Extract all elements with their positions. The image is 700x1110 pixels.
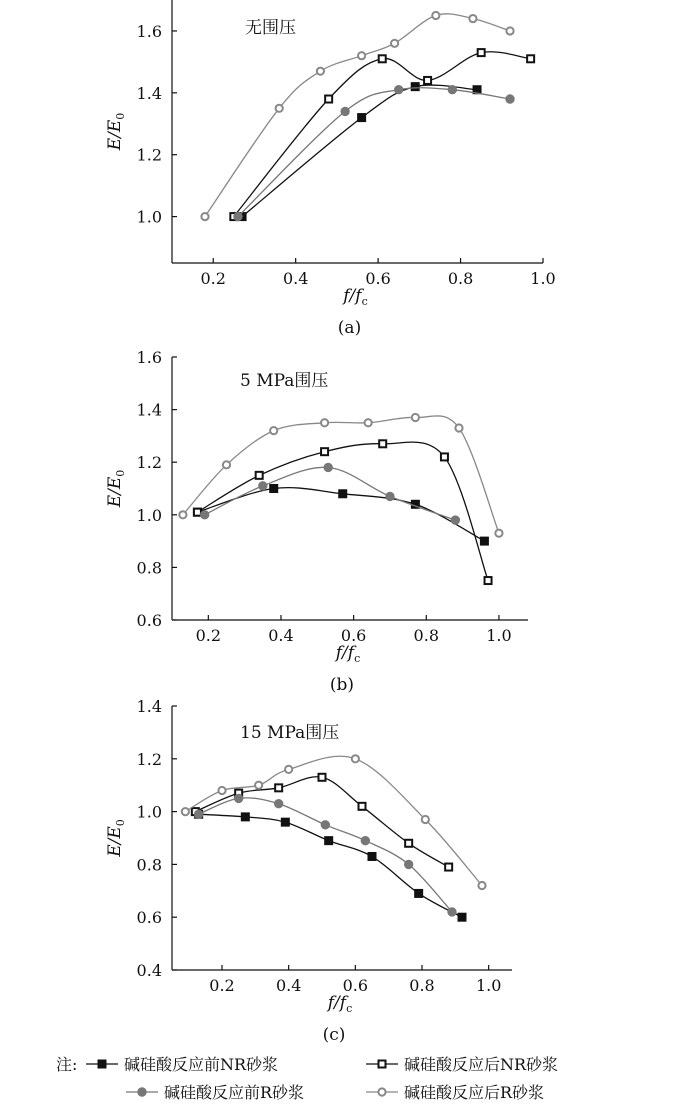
x-tick-label: 0.8	[409, 976, 435, 995]
x-tick-label: 1.0	[475, 976, 502, 995]
chart-panel-1	[105, 0, 556, 338]
data-point-r-after	[255, 782, 262, 789]
series-line-nr-before	[199, 814, 462, 917]
data-point-nr-before	[270, 485, 278, 493]
y-tick-label: 1.4	[136, 83, 162, 103]
y-tick-label: 1.2	[136, 453, 162, 473]
x-tick-label: 0.2	[195, 626, 222, 645]
data-point-nr-after	[478, 49, 485, 56]
data-point-r-before	[194, 810, 202, 818]
data-point-r-after	[455, 424, 462, 431]
data-point-nr-before	[368, 852, 376, 860]
legend-marker	[138, 1088, 146, 1096]
legend-marker	[378, 1088, 385, 1095]
data-point-r-after	[276, 105, 283, 112]
data-point-nr-before	[339, 490, 347, 498]
y-tick-label: 1.0	[136, 505, 162, 525]
data-point-r-before	[404, 860, 412, 868]
data-point-r-after	[270, 427, 277, 434]
data-point-r-after	[321, 419, 328, 426]
panel-annotation: 5 MPa围压	[240, 371, 329, 391]
series-line-r-before	[199, 798, 452, 912]
panel-label: (a)	[337, 318, 362, 338]
data-point-nr-after	[405, 840, 412, 847]
data-point-nr-after	[445, 864, 452, 871]
legend-svg	[56, 1050, 696, 1106]
data-point-r-before	[274, 799, 282, 807]
y-tick-label: 1.0	[136, 207, 162, 227]
data-point-r-before	[341, 107, 349, 115]
data-point-nr-after	[424, 77, 431, 84]
data-point-r-before	[324, 463, 332, 471]
data-point-r-after	[179, 511, 186, 518]
data-point-r-after	[285, 766, 292, 773]
data-point-nr-after	[379, 55, 386, 62]
legend-prefix: 注:	[56, 1055, 78, 1074]
data-point-r-before	[361, 836, 369, 844]
data-point-r-before	[386, 492, 394, 500]
y-tick-label: 1.4	[136, 400, 162, 420]
y-tick-label: 0.6	[136, 611, 162, 630]
y-axis-title: $E/E_0$	[105, 819, 127, 857]
data-point-nr-before	[458, 913, 466, 921]
data-point-r-after	[317, 68, 324, 75]
data-point-r-before	[506, 95, 514, 103]
legend-item	[366, 1083, 544, 1102]
y-tick-label: 1.2	[136, 145, 162, 165]
x-tick-label: 0.4	[268, 626, 294, 645]
panel-label: (c)	[322, 1025, 346, 1045]
y-tick-label: 1.6	[136, 348, 162, 367]
y-tick-label: 1.2	[136, 749, 162, 769]
data-point-nr-after	[359, 803, 366, 810]
x-tick-label: 0.6	[342, 976, 369, 995]
series-line-r-after	[183, 416, 499, 533]
data-point-nr-after	[321, 448, 328, 455]
x-axis-title: $f/f_c$	[343, 286, 368, 308]
data-point-r-after	[469, 15, 476, 22]
data-point-r-after	[495, 530, 502, 537]
data-point-nr-before	[415, 889, 423, 897]
y-axis-title: $E/E_0$	[105, 112, 127, 151]
legend-label: 碱硅酸反应前NR砂浆	[124, 1055, 279, 1074]
x-tick-label: 0.2	[200, 269, 226, 288]
legend-item	[126, 1083, 304, 1102]
data-point-nr-before	[358, 114, 366, 122]
y-tick-label: 1.6	[136, 21, 162, 41]
data-point-nr-before	[281, 818, 289, 826]
data-point-r-after	[365, 419, 372, 426]
y-tick-label: 1.4	[136, 697, 162, 716]
data-point-nr-after	[485, 577, 492, 584]
x-tick-label: 1.0	[530, 269, 556, 288]
data-point-r-after	[352, 755, 359, 762]
y-tick-label: 0.8	[136, 855, 162, 875]
data-point-r-after	[422, 816, 429, 823]
data-point-nr-before	[325, 837, 333, 845]
data-point-r-before	[395, 86, 403, 94]
data-point-nr-before	[480, 537, 488, 545]
legend-marker	[379, 1061, 386, 1068]
chart-panel-2	[105, 348, 528, 695]
panel-annotation: 15 MPa围压	[240, 723, 340, 743]
data-point-r-after	[478, 882, 485, 889]
series-line-nr-after	[234, 52, 531, 217]
series-line-nr-after	[197, 442, 488, 580]
x-tick-label: 0.6	[365, 269, 391, 288]
data-point-r-after	[201, 213, 208, 220]
series-line-r-after	[185, 756, 482, 885]
x-tick-label: 1.0	[486, 626, 512, 645]
x-tick-label: 0.2	[209, 976, 235, 995]
legend-label: 碱硅酸反应后R砂浆	[404, 1083, 545, 1102]
legend-label: 碱硅酸反应前R砂浆	[164, 1083, 305, 1102]
x-tick-label: 0.6	[340, 626, 367, 645]
y-tick-label: 0.6	[136, 908, 162, 928]
data-point-r-before	[451, 516, 459, 524]
data-point-nr-before	[241, 813, 249, 821]
data-point-r-before	[234, 212, 242, 220]
x-axis-title: $f/f_c$	[327, 993, 353, 1015]
x-tick-label: 0.8	[447, 269, 474, 288]
data-point-r-after	[223, 461, 230, 468]
data-point-r-before	[321, 821, 329, 829]
data-point-r-after	[391, 40, 398, 47]
data-point-r-after	[412, 414, 419, 421]
y-tick-label: 0.8	[136, 558, 162, 578]
data-point-nr-after	[319, 774, 326, 781]
data-point-nr-after	[256, 472, 263, 479]
data-point-r-after	[432, 12, 439, 19]
data-point-r-after	[358, 52, 365, 59]
series-line-r-before	[205, 467, 456, 520]
data-point-nr-after	[325, 96, 332, 103]
data-point-nr-after	[379, 440, 386, 447]
y-tick-label: 1.0	[136, 802, 162, 822]
data-point-nr-after	[194, 509, 201, 516]
data-point-r-before	[448, 908, 456, 916]
data-point-r-after	[506, 27, 513, 34]
panel-annotation: 无围压	[245, 18, 296, 38]
panel-label: (b)	[329, 675, 355, 695]
x-tick-label: 0.4	[275, 976, 302, 995]
data-point-r-before	[234, 794, 242, 802]
legend-marker	[98, 1060, 106, 1068]
legend-label: 碱硅酸反应后NR砂浆	[404, 1055, 559, 1074]
chart-panel-3	[105, 697, 512, 1045]
data-point-nr-after	[527, 55, 534, 62]
x-tick-label: 0.4	[282, 269, 309, 288]
data-point-nr-after	[275, 784, 282, 791]
data-point-r-after	[218, 787, 225, 794]
y-tick-label: 0.4	[136, 961, 162, 980]
legend-item	[86, 1055, 278, 1074]
y-axis-title: $E/E_0$	[105, 469, 127, 508]
data-point-r-after	[182, 808, 189, 815]
data-point-nr-before	[411, 83, 419, 91]
legend-item	[366, 1055, 558, 1074]
legend	[56, 1050, 696, 1106]
x-axis-title: $f/f_c$	[335, 643, 361, 665]
data-point-r-before	[259, 482, 267, 490]
data-point-r-before	[448, 86, 456, 94]
x-tick-label: 0.8	[413, 626, 440, 645]
data-point-r-before	[200, 511, 208, 519]
data-point-nr-after	[441, 453, 448, 460]
